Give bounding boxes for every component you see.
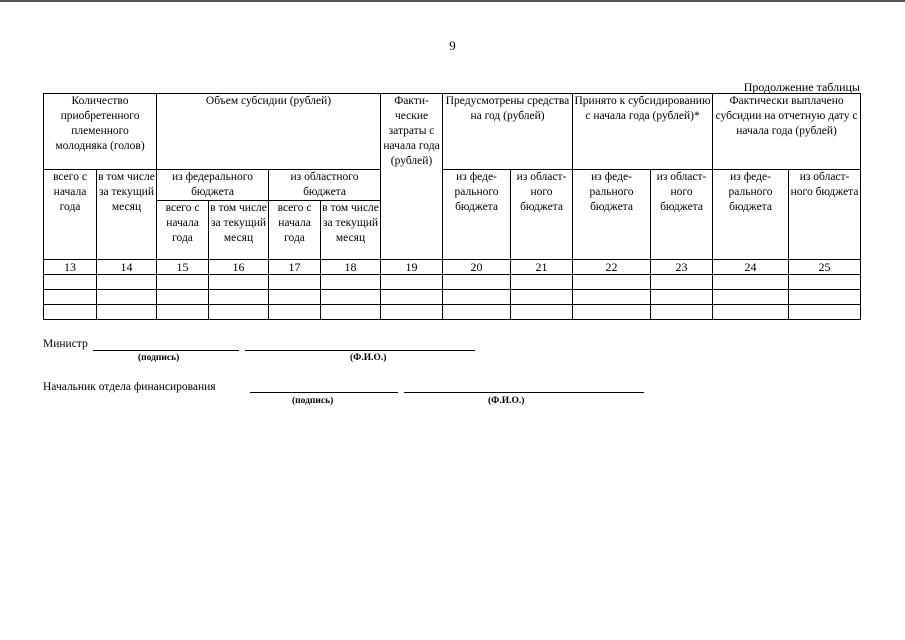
column-number-row	[44, 260, 861, 275]
header-subsidy-volume: Объем субсидии (рублей)	[157, 94, 381, 170]
header-total-since-start: всего с начала года	[44, 170, 97, 260]
top-rule	[0, 0, 905, 2]
report-table	[43, 93, 861, 320]
header-accepted-regional: из област-ного бюджета	[651, 170, 713, 260]
actual-costs-label: Факти-ческие затраты с начала года	[383, 95, 440, 152]
actual-costs-unit: (рублей)	[390, 155, 433, 167]
column-number: 23	[651, 260, 713, 275]
empty-row	[44, 305, 861, 320]
head-signature-line	[250, 392, 398, 393]
header-accepted-federal: из феде-рального бюджета	[573, 170, 651, 260]
header-quantity: Количество приобретенного племенного молодняка (голов)	[44, 94, 157, 170]
column-number: 18	[321, 260, 381, 275]
column-number: 14	[97, 260, 157, 275]
column-number: 22	[573, 260, 651, 275]
header-paid: Фактически выплачено субсидии на отчетную дату с начала года (рублей)	[713, 94, 861, 170]
column-number: 20	[443, 260, 511, 275]
header-planned: Предусмотрены средства на год (рублей)	[443, 94, 573, 170]
header-paid-regional: из област-ного бюджета	[789, 170, 861, 260]
column-number: 25	[789, 260, 861, 275]
continuation-label: Продолжение таблицы	[743, 80, 860, 94]
page-number: 9	[449, 38, 456, 53]
head-name-hint: (Ф.И.О.)	[488, 396, 525, 406]
accepted-label: Принято к субсидированию с начала года (рублей)	[574, 95, 711, 122]
minister-label: Министр	[43, 338, 88, 350]
column-number: 21	[511, 260, 573, 275]
header-federal-month: в том числе за текущий месяц	[209, 201, 269, 260]
column-number: 17	[269, 260, 321, 275]
column-number: 24	[713, 260, 789, 275]
empty-row	[44, 290, 861, 305]
column-number: 15	[157, 260, 209, 275]
header-regional-total: всего с начала года	[269, 201, 321, 260]
header-accepted	[573, 94, 713, 170]
column-number: 16	[209, 260, 269, 275]
header-planned-regional: из област-ного бюджета	[511, 170, 573, 260]
header-federal-budget: из федерального бюджета	[157, 170, 269, 201]
column-number: 13	[44, 260, 97, 275]
header-actual-costs	[381, 94, 443, 260]
minister-signature-line	[93, 350, 239, 351]
column-number: 19	[381, 260, 443, 275]
minister-name-hint: (Ф.И.О.)	[350, 353, 387, 363]
accepted-footnote-mark: *	[693, 110, 700, 122]
header-regional-month: в том числе за текущий месяц	[321, 201, 381, 260]
header-federal-total: всего с начала года	[157, 201, 209, 260]
head-signature-hint: (подпись)	[292, 396, 334, 406]
empty-row	[44, 275, 861, 290]
header-planned-federal: из феде-рального бюджета	[443, 170, 511, 260]
header-this-month: в том числе за текущий месяц	[97, 170, 157, 260]
minister-name-line	[245, 350, 475, 351]
header-paid-federal: из феде-рального бюджета	[713, 170, 789, 260]
head-label: Начальник отдела финансирования	[43, 381, 216, 393]
minister-signature-hint: (подпись)	[138, 353, 180, 363]
head-name-line	[404, 392, 644, 393]
header-regional-budget: из областного бюджета	[269, 170, 381, 201]
